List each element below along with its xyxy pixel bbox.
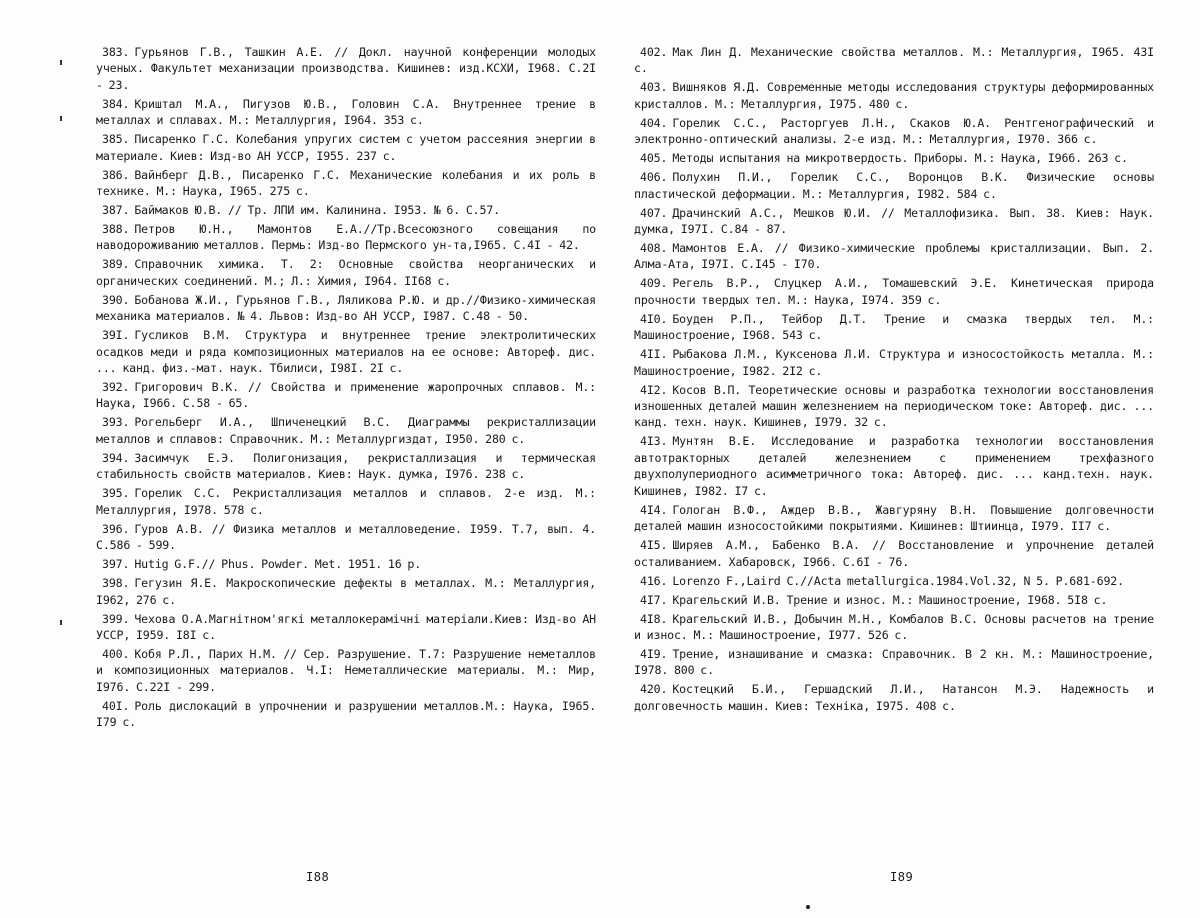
reference-entry xyxy=(96,96,596,129)
reference-text: Мамонтов Е.А. // Физико-химические проблемы кристаллизации. Вып. 2. Алма-Ата, I97I. С.I45 - I70. xyxy=(634,241,1154,272)
reference-entry xyxy=(96,292,596,325)
reference-text: Ширяев А.М., Бабенко В.А. // Восстановление и упрочнение деталей осталиванием. Хабаровск, I966. С.6I - 76. xyxy=(634,538,1154,569)
reference-number: 385. xyxy=(102,132,130,147)
reference-entry xyxy=(96,379,596,412)
reference-number: 395. xyxy=(102,486,130,501)
reference-number: 384. xyxy=(102,96,130,111)
reference-entry xyxy=(634,646,1154,679)
stray-ink-dot xyxy=(806,905,810,909)
reference-text: Мунтян В.Е. Исследование и разработка технологии восстановления автотракторных деталей железнением с применением трехфазного двухполупериодного асимметричного тока: Автореф. дис. ... канд.техн. наук. Кишинев, I982. I7 с. xyxy=(634,434,1154,498)
reference-number: 4I5. xyxy=(640,538,668,553)
reference-number: 420. xyxy=(640,682,668,697)
reference-entry xyxy=(634,573,1154,589)
reference-number: 394. xyxy=(102,450,130,465)
reference-number: 396. xyxy=(102,521,130,536)
reference-entry xyxy=(634,79,1154,112)
reference-number: 4II. xyxy=(640,347,668,362)
reference-text: Писаренко Г.С. Колебания упругих систем с учетом рассеяния энергии в материале. Киев: Изд-во АН УССР, I955. 237 с. xyxy=(96,132,596,163)
left-reference-list xyxy=(96,44,596,731)
reference-text: Григорович В.К. // Свойства и применение жаропрочных сплавов. М.: Наука, I966. С.58 - 65. xyxy=(96,380,596,411)
reference-text: Драчинский А.С., Мешков Ю.И. // Металлофизика. Вып. 38. Киев: Наук. думка, I97I. С.84 - 87. xyxy=(634,205,1154,237)
reference-entry xyxy=(96,485,596,518)
reference-entry xyxy=(96,167,596,200)
reference-text: Методы испытания на микротвердость. Приборы. М.: Наука, I966. 263 с. xyxy=(672,151,1128,166)
reference-entry xyxy=(96,256,596,289)
reference-text: Крагельский И.В., Добычин М.Н., Комбалов В.С. Основы расчетов на трение и износ. М.: Машиностроение, I977. 526 с. xyxy=(634,611,1154,642)
reference-entry xyxy=(634,311,1154,344)
reference-text: Гегузин Я.Е. Макроскопические дефекты в металлах. М.: Металлургия, I962, 276 с. xyxy=(96,576,596,607)
reference-number: 387. xyxy=(102,203,130,218)
reference-entry xyxy=(634,205,1154,238)
reference-text: Рыбакова Л.М., Куксенова Л.И. Структура и износостойкость металла. М.: Машиностроение, I982. 2I2 с. xyxy=(634,347,1154,378)
reference-number: 383. xyxy=(102,45,130,59)
reference-text: Баймаков Ю.В. // Тр. ЛПИ им. Калинина. I953. № 6. С.57. xyxy=(134,203,500,218)
reference-number: 392. xyxy=(102,380,130,395)
reference-text: Справочник химика. Т. 2: Основные свойства неорганических и органических соединений. М.; Л.: Химия, I964. II68 с. xyxy=(96,257,596,288)
reference-number: 408. xyxy=(640,241,668,256)
reference-number: 406. xyxy=(640,170,668,185)
reference-number: 390. xyxy=(102,292,130,307)
reference-entry xyxy=(96,521,596,554)
reference-number: 389. xyxy=(102,257,130,272)
reference-number: 407. xyxy=(640,205,668,220)
reference-entry xyxy=(634,502,1154,535)
reference-text: Вайнберг Д.В., Писаренко Г.С. Механические колебания и их роль в технике. М.: Наука, I965. 275 с. xyxy=(96,167,596,199)
reference-number: 4I7. xyxy=(640,592,668,607)
reference-entry xyxy=(96,611,596,644)
reference-text: Рогельберг И.А., Шпиченецкий В.С. Диаграммы рекристаллизации металлов и сплавов: Справочник. М.: Металлургиздат, I950. 280 с. xyxy=(96,415,596,446)
reference-entry xyxy=(634,611,1154,644)
reference-number: 405. xyxy=(640,151,668,166)
reference-text: Роль дислокаций в упрочнении и разрушении металлов.М.: Наука, I965. I79 с. xyxy=(96,698,596,730)
reference-text: Гологан В.Ф., Аждер В.В., Жавгуряну В.Н. Повышение долговечности деталей машин износостойкими покрытиями. Кишинев: Штиинца, I979. II7 с. xyxy=(634,502,1154,534)
reference-number: 388. xyxy=(102,222,130,237)
reference-text: Кобя Р.Л., Парих Н.М. // Сер. Разрушение. Т.7: Разрушение неметаллов и композиционных материалов. Ч.I: Неметаллические материалы. М.: Мир, I976. С.22I - 299. xyxy=(96,646,596,694)
reference-text: Гуров А.В. // Физика металлов и металловедение. I959. Т.7, вып. 4. С.586 - 599. xyxy=(96,521,596,553)
reference-text: Трение, изнашивание и смазка: Справочник. В 2 кн. М.: Машиностроение, I978. 800 с. xyxy=(634,646,1154,678)
reference-entry xyxy=(634,115,1154,148)
reference-text: Криштал М.А., Пигузов Ю.В., Головин С.А. Внутреннее трение в металлах и сплавах. М.: Металлургия, I964. 353 с. xyxy=(96,96,596,128)
reference-entry xyxy=(96,698,596,731)
reference-text: Мак Лин Д. Механические свойства металлов. М.: Металлургия, I965. 43I с. xyxy=(634,45,1154,76)
reference-number: 409. xyxy=(640,276,668,291)
reference-entry xyxy=(634,44,1154,77)
reference-text: Петров Ю.Н., Мамонтов Е.А.//Тр.Всесоюзного совещания по наводороживанию металлов. Пермь: Изд-во Пермского ун-та,I965. С.4I - 42. xyxy=(96,222,596,253)
reference-number: 4I9. xyxy=(640,646,668,661)
reference-entry xyxy=(634,240,1154,273)
reference-text: Чехова О.А.Магнітном'ягкі металлокерамічні матеріали.Киев: Изд-во АН УССР, I959. I8I с. xyxy=(96,611,596,642)
right-page-number: I89 xyxy=(890,870,914,884)
reference-number: 403. xyxy=(640,80,668,95)
reference-entry xyxy=(96,44,596,93)
reference-entry xyxy=(96,450,596,483)
reference-text: Полухин П.И., Горелик С.С., Воронцов В.К. Физические основы пластической деформации. М.: Металлургия, I982. 584 с. xyxy=(634,170,1154,201)
reference-entry xyxy=(96,131,596,164)
reference-text: Засимчук Е.Э. Полигонизация, рекристаллизация и термическая стабильность свойств материалов. Киев: Наук. думка, I976. 238 с. xyxy=(96,450,596,482)
reference-entry xyxy=(96,556,596,572)
reference-text: Боуден Р.П., Тейбор Д.Т. Трение и смазка твердых тел. М.: Машиностроение, I968. 543 с. xyxy=(634,311,1154,343)
reference-number: 39I. xyxy=(102,328,130,343)
margin-mark xyxy=(60,60,62,65)
reference-text: Регель В.Р., Слуцкер А.И., Томашевский Э.Е. Кинетическая природа прочности твердых тел. М.: Наука, I974. 359 с. xyxy=(634,276,1154,307)
reference-number: 404. xyxy=(640,115,668,130)
margin-mark xyxy=(60,620,62,625)
reference-entry xyxy=(96,414,596,447)
reference-text: Бобанова Ж.И., Гурьянов Г.В., Ляликова Р.Ю. и др.//Физико-химическая механика материалов. № 4. Львов: Изд-во АН УССР, I987. С.48 - 50. xyxy=(96,292,596,324)
reference-entry xyxy=(634,537,1154,570)
reference-number: 397. xyxy=(102,557,130,572)
reference-number: 4I2. xyxy=(640,382,668,397)
reference-entry xyxy=(634,433,1154,499)
reference-entry xyxy=(634,382,1154,431)
reference-entry xyxy=(96,575,596,608)
reference-number: 4I0. xyxy=(640,311,668,326)
right-page xyxy=(634,44,1154,884)
reference-entry xyxy=(634,169,1154,202)
reference-number: 416. xyxy=(640,573,668,588)
reference-entry xyxy=(634,275,1154,308)
reference-text: Горелик С.С. Рекристаллизация металлов и сплавов. 2-е изд. М.: Металлургия, I978. 578 с. xyxy=(96,486,596,517)
reference-text: Косов В.П. Теоретические основы и разработка технологии восстановления изношенных деталей машин железнением на периодическом токе: Автореф. дис. ... канд. техн. наук. Кишинев, I979. 32 с. xyxy=(634,382,1154,430)
reference-entry xyxy=(96,646,596,695)
reference-text: Гурьянов Г.В., Ташкин А.Е. // Докл. научной конференции молодых ученых. Факультет механизации производства. Кишинев: изд.КСХИ, I968. С.2I - 23. xyxy=(96,45,596,92)
reference-entry xyxy=(96,221,596,254)
reference-text: Вишняков Я.Д. Современные методы исследования структуры деформированных кристаллов. М.: Металлургия, I975. 480 с. xyxy=(634,80,1154,111)
reference-number: 4I3. xyxy=(640,434,668,449)
reference-number: 4I8. xyxy=(640,611,668,626)
reference-text: Крагельский И.В. Трение и износ. М.: Машиностроение, I968. 5I8 с. xyxy=(672,592,1108,607)
reference-entry xyxy=(634,592,1154,608)
reference-number: 399. xyxy=(102,611,130,626)
reference-entry xyxy=(96,327,596,376)
reference-number: 398. xyxy=(102,576,130,591)
reference-text: Hutig G.F.// Phus. Powder. Met. 1951. 16 p. xyxy=(134,557,422,572)
reference-entry xyxy=(634,150,1154,166)
reference-number: 386. xyxy=(102,167,130,182)
right-reference-list xyxy=(634,44,1154,714)
reference-number: 402. xyxy=(640,45,668,59)
reference-text: Костецкий Б.И., Гершадский Л.И., Натансон М.Э. Надежность и долговечность машин. Киев: Техніка, I975. 408 с. xyxy=(634,682,1154,713)
reference-entry xyxy=(634,346,1154,379)
left-page-number: I88 xyxy=(306,870,330,884)
margin-mark xyxy=(60,116,62,121)
reference-number: 400. xyxy=(102,646,130,661)
reference-text: Lorenzo F.,Laird C.//Acta metallurgica.1984.Vol.32, N 5. P.681-692. xyxy=(672,573,1124,588)
reference-number: 4I4. xyxy=(640,502,668,517)
left-page xyxy=(96,44,596,884)
reference-entry xyxy=(634,681,1154,714)
reference-number: 393. xyxy=(102,415,130,430)
reference-number: 40I. xyxy=(102,698,130,713)
reference-text: Горелик С.С., Расторгуев Л.Н., Скаков Ю.А. Рентгенографический и электронно-оптический анализы. 2-е изд. М.: Металлургия, I970. 366 с. xyxy=(634,115,1154,147)
reference-text: Гусликов В.М. Структура и внутреннее трение электролитических осадков меди и ряда композиционных материалов на ее основе: Автореф. дис. ... канд. физ.-мат. наук. Тбилиси, I98I. 2I с. xyxy=(96,328,596,376)
reference-entry xyxy=(96,202,596,218)
